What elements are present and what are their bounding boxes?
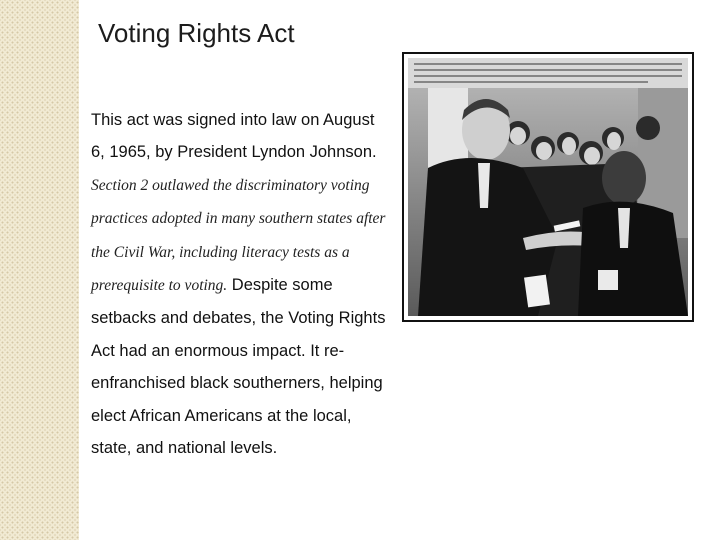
signing-photo [402, 52, 694, 322]
impact-sentences: Despite some setbacks and debates, the Voting Rights Act had an enormous impact. It re-enfranchised black southerners, helping elect African Americans at the local, state, and national levels. [91, 276, 386, 458]
section-2-quote: Section 2 outlawed the discriminatory voting practices adopted in many southern states after the Civil War, including literacy tests as a prerequisite to voting. [91, 176, 386, 295]
slide-title: Voting Rights Act [98, 18, 295, 48]
decorative-side-strip [0, 0, 79, 540]
intro-sentence: This act was signed into law on August 6, 1965, by President Lyndon Johnson. [91, 111, 377, 162]
body-paragraph [91, 104, 391, 464]
photo-image [408, 58, 688, 316]
